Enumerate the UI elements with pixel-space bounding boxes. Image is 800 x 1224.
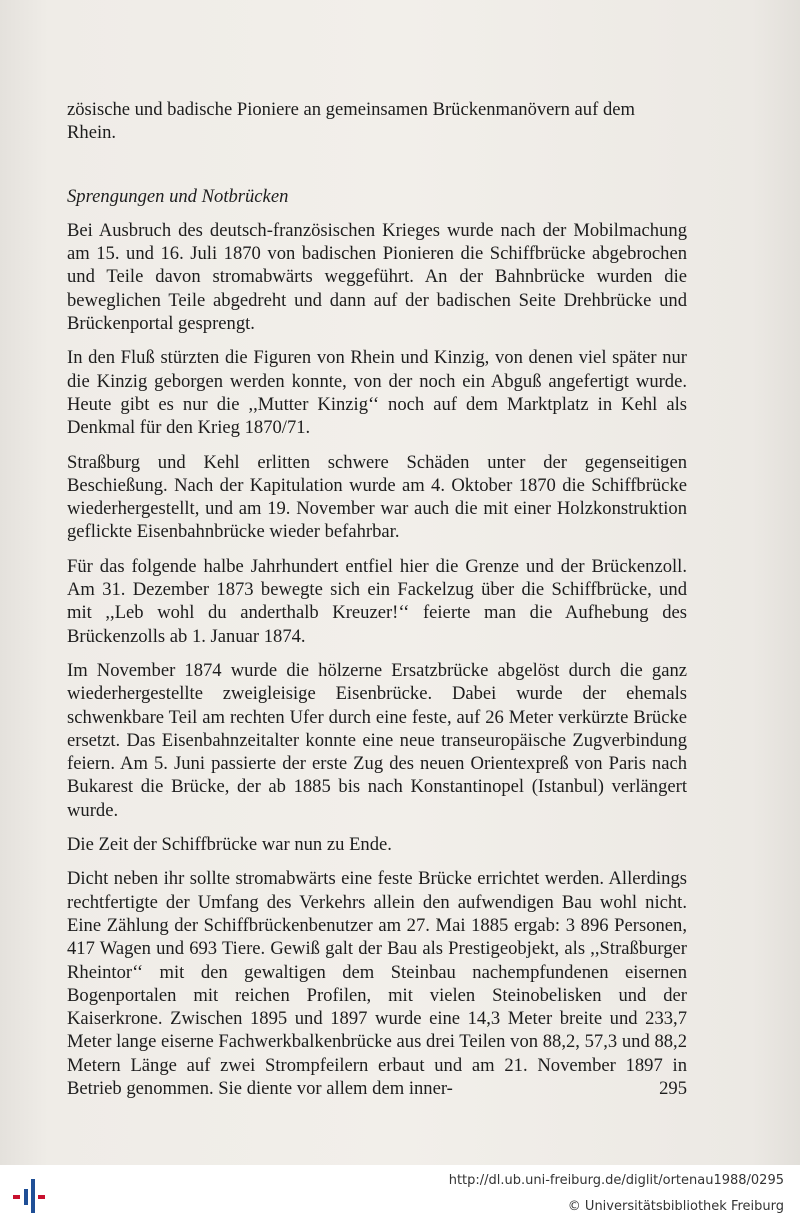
section-heading: Sprengungen und Notbrücken — [67, 185, 289, 207]
paragraph: Die Zeit der Schiffbrücke war nun zu Ende. — [67, 834, 392, 856]
body-text — [67, 98, 687, 1111]
paragraph: In den Fluß stürzten die Figuren von Rhein und Kinzig, von denen viel später nur die Kinzig geborgen werden konnte, von der noch ein Abguß angefertigt wurde. Heute gibt es nur die ,,Mutter Kinzig‘‘ noch auf dem Marktplatz in Kehl als Denkmal für den Krieg 1870/71. — [67, 347, 687, 439]
paragraph: Für das folgende halbe Jahrhundert entfiel hier die Grenze und der Brückenzoll. Am 31. Dezember 1873 bewegte sich ein Fackelzug über die Schiffbrücke, und mit ,,Leb wohl du anderthalb Kreuzer!‘‘ feierte man die Aufhebung des Brückenzolls ab 1. Januar 1874. — [67, 555, 687, 647]
paragraph: Im November 1874 wurde die hölzerne Ersatzbrücke abgelöst durch die ganz wiederhergestellte zweigleisige Eisenbrücke. Dabei wurde der ehemals schwenkbare Teil am rechten Ufer durch eine feste, auf 26 Meter verkürzte Brücke ersetzt. Das Eisenbahnzeitalter konnte eine neue transeuropäische Zugverbindung feiern. Am 5. Juni passierte der erste Zug des neuen Orientexpreß von Paris nach Bukarest die Brücke, der ab 1885 bis nach Konstantinopel (Istanbul) verlängert wurde. — [67, 659, 687, 821]
paragraph: Straßburg und Kehl erlitten schwere Schäden unter der gegenseitigen Beschießung. Nach der Kapitulation wurde am 4. Oktober 1870 die Schiffbrücke wiederhergestellt, und am 19. November war auch die mit einer Holzkonstruktion geflickte Eisenbahnbrücke wieder befahrbar. — [67, 451, 687, 543]
paragraph: zösische und badische Pioniere an gemeinsamen Brückenmanövern auf dem Rhein. — [67, 99, 635, 144]
footer-url-link[interactable]: http://dl.ub.uni-freiburg.de/diglit/ortenau1988/0295 — [448, 1173, 784, 1188]
page-number: 295 — [659, 1078, 687, 1099]
footer-copyright: © Universitätsbibliothek Freiburg — [567, 1199, 784, 1214]
footer-bar — [0, 1165, 800, 1224]
ub-freiburg-logo-icon — [10, 1175, 52, 1217]
paragraph: Bei Ausbruch des deutsch-französischen Krieges wurde nach der Mobilmachung am 15. und 16. Juli 1870 von badischen Pionieren die Schiffbrücke abgebrochen und Teile davon stromabwärts weggeführt. An der Bahnbrücke wurden die beweglichen Teile abgedreht und dann auf der badischen Seite Drehbrücke und Brückenportal gesprengt. — [67, 219, 687, 335]
paragraph: Dicht neben ihr sollte stromabwärts eine feste Brücke errichtet werden. Allerdings rechtfertigte der Umfang des Verkehrs allein den aufwendigen Bau wohl nicht. Eine Zählung der Schiffbrückenbenutzer am 27. Mai 1885 ergab: 3 896 Personen, 417 Wagen und 693 Tiere. Gewiß galt der Bau als Prestigeobjekt, als ,,Straßburger Rheintor‘‘ mit den gewaltigen dem Steinbau nachempfundenen eisernen Bogenportalen mit reichen Profilen, mit vielen Steinobelisken und der Kaiserkrone. Zwischen 1895 und 1897 wurde eine 14,3 Meter breite und 233,7 Meter lange eiserne Fachwerkbalkenbrücke aus drei Teilen von 88,2, 57,3 und 88,2 Metern Länge auf zwei Strompfeilern erbaut und am 21. November 1897 in Betrieb genommen. Sie diente vor allem dem inner- — [67, 868, 687, 1099]
